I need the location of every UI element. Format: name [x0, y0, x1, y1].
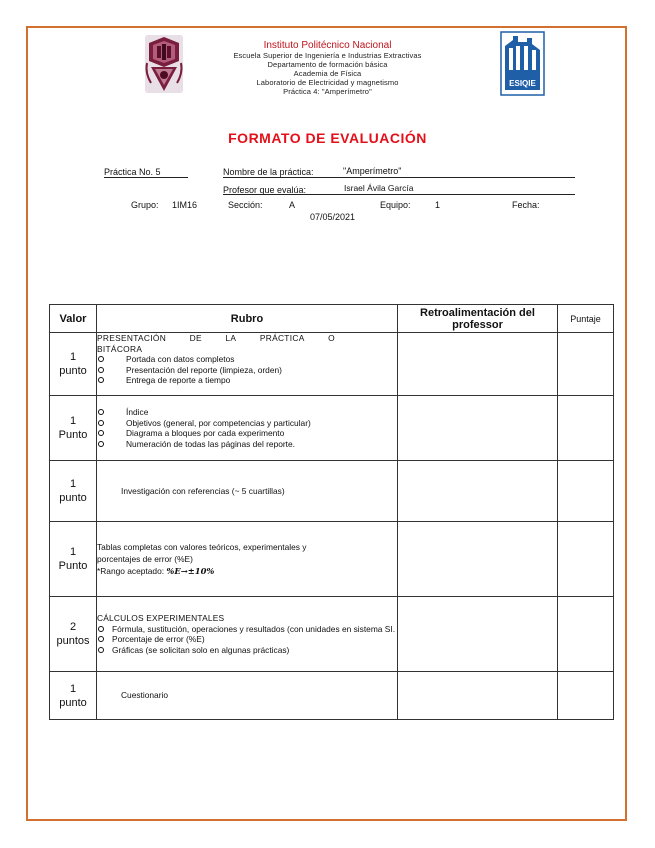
feedback-cell	[398, 396, 558, 461]
list-item-text: Gráficas (se solicitan solo en algunas prácticas)	[112, 644, 290, 655]
value-unit: punto	[59, 696, 87, 709]
table-row	[50, 333, 614, 396]
score-cell	[558, 461, 614, 522]
list-item-text: Porcentaje de error (%E)	[112, 634, 205, 644]
row-rubric-cell	[97, 461, 398, 522]
table-row	[50, 672, 614, 720]
section-value: A	[289, 200, 296, 210]
feedback-cell	[398, 597, 558, 672]
list-item-text: Diagrama a bloques por cada experimento	[126, 428, 285, 438]
list-item-text: Entrega de reporte a tiempo	[126, 375, 231, 385]
feedback-cell	[398, 672, 558, 720]
value-number: 1	[69, 415, 77, 427]
accepted-range	[97, 565, 397, 577]
list-item	[97, 645, 397, 656]
practice-name-value: "Amperímetro"	[343, 166, 402, 176]
row-value-cell	[50, 333, 97, 396]
professor-value: Israel Ávila García	[344, 183, 414, 193]
header-rubro: Rubro	[97, 305, 398, 333]
bullet-icon	[98, 626, 104, 632]
row-value-cell	[50, 597, 97, 672]
header-line-school: Escuela Superior de Ingeniería e Industrias Extractivas	[233, 51, 422, 60]
list-item	[97, 375, 397, 386]
header-line-academy: Academia de Física	[293, 69, 362, 78]
bullet-icon	[98, 409, 104, 415]
value-number: 1	[69, 351, 77, 363]
row-rubric-cell	[97, 597, 398, 672]
row-rubric-cell	[97, 333, 398, 396]
practice-name-label: Nombre de la práctica:	[223, 167, 314, 177]
professor-underline	[223, 194, 575, 195]
feedback-cell	[398, 461, 558, 522]
bullet-icon	[98, 356, 104, 362]
list-item-text: Objetivos (general, por competencias y particular)	[126, 417, 311, 428]
feedback-cell	[398, 333, 558, 396]
team-label: Equipo:	[380, 200, 411, 210]
row-value-cell	[50, 522, 97, 597]
date-label: Fecha:	[512, 200, 540, 210]
list-item	[97, 365, 397, 376]
row-value-cell	[50, 396, 97, 461]
score-cell	[558, 333, 614, 396]
list-item	[97, 428, 397, 439]
rubric-text-line: Tablas completas con valores teóricos, experimentales y	[97, 542, 307, 552]
list-item-text: Índice	[126, 407, 149, 417]
value-number: 2	[69, 621, 77, 633]
list-item-text: Portada con datos completos	[126, 354, 235, 364]
accepted-range-formula: %E→±10%	[166, 566, 215, 576]
list-item	[97, 407, 397, 418]
header-block	[175, 40, 480, 96]
header-valor: Valor	[50, 305, 97, 333]
list-item	[97, 439, 397, 450]
value-unit: punto	[59, 492, 87, 504]
header-puntaje: Puntaje	[558, 305, 614, 333]
rubric-text: Investigación con referencias (~ 5 cuartillas)	[121, 485, 285, 496]
table-row	[50, 522, 614, 597]
table-row	[50, 461, 614, 522]
rubric-title-cont: BITÁCORA	[97, 343, 143, 354]
group-label: Grupo:	[131, 200, 159, 210]
group-value: 1IM16	[172, 200, 198, 210]
bullet-icon	[98, 367, 104, 373]
value-unit: Punto	[58, 560, 88, 572]
bullet-icon	[98, 377, 104, 383]
table-header-row	[50, 305, 614, 333]
date-value: 07/05/2021	[310, 212, 356, 222]
rubric-table	[49, 304, 614, 720]
rubric-title	[97, 333, 335, 344]
rubric-text-line: porcentajes de error (%E)	[97, 554, 193, 564]
list-item-text: Fórmula, sustitución, operaciones y resultados (con unidades en sistema SI.	[112, 623, 396, 634]
bullet-icon	[98, 420, 104, 426]
value-unit: puntos	[56, 635, 90, 647]
feedback-cell	[398, 522, 558, 597]
title-word: PRÁCTICA	[259, 333, 305, 343]
bullet-icon	[98, 647, 104, 653]
value-number: 1	[69, 546, 77, 558]
section-label: Sección:	[228, 200, 263, 210]
header-line-practice: Práctica 4: "Amperímetro"	[283, 87, 372, 96]
row-rubric-cell	[97, 522, 398, 597]
bullet-icon	[98, 430, 104, 436]
list-item-text: Numeración de todas las páginas del reporte.	[126, 438, 295, 449]
value-unit: punto	[59, 365, 87, 377]
title-word: O	[328, 333, 335, 343]
table-row	[50, 597, 614, 672]
header-line-department: Departamento de formación básica	[267, 60, 388, 69]
value-unit: Punto	[58, 429, 88, 441]
value-number: 1	[69, 478, 77, 490]
header-line-lab: Laboratorio de Electricidad y magnetismo	[256, 78, 399, 87]
row-rubric-cell	[97, 396, 398, 461]
row-rubric-cell	[97, 672, 398, 720]
header-retro: Retroalimentación del professor	[398, 305, 558, 333]
list-item	[97, 624, 397, 635]
title-word: DE	[189, 333, 202, 343]
bullet-icon	[98, 636, 104, 642]
score-cell	[558, 522, 614, 597]
table-row	[50, 396, 614, 461]
bullet-icon	[98, 441, 104, 447]
rubric-text: Cuestionario	[121, 690, 169, 701]
practice-number-underline	[104, 177, 188, 178]
team-value: 1	[435, 200, 441, 210]
score-cell	[558, 672, 614, 720]
institution-name: Instituto Politécnico Nacional	[263, 40, 392, 51]
row-value-cell	[50, 672, 97, 720]
score-cell	[558, 396, 614, 461]
list-item	[97, 634, 397, 645]
accepted-range-label: *Rango aceptado:	[97, 566, 167, 576]
title-word: LA	[225, 333, 237, 343]
page-title: FORMATO DE EVALUACIÓN	[228, 130, 427, 146]
list-item-text: Presentación del reporte (limpieza, orden)	[126, 364, 282, 375]
row-value-cell	[50, 461, 97, 522]
practice-name-underline	[223, 177, 575, 178]
list-item	[97, 418, 397, 429]
professor-label: Profesor que evalúa:	[223, 185, 307, 195]
esiqie-logo-text: ESIQIE	[509, 79, 536, 88]
value-number: 1	[69, 682, 77, 695]
practice-number: Práctica No. 5	[104, 167, 161, 177]
esiqie-logo	[499, 30, 546, 97]
rubric-title: CÁLCULOS EXPERIMENTALES	[97, 613, 225, 623]
title-word: PRESENTACIÓN	[97, 333, 167, 343]
list-item	[97, 354, 397, 365]
score-cell	[558, 597, 614, 672]
